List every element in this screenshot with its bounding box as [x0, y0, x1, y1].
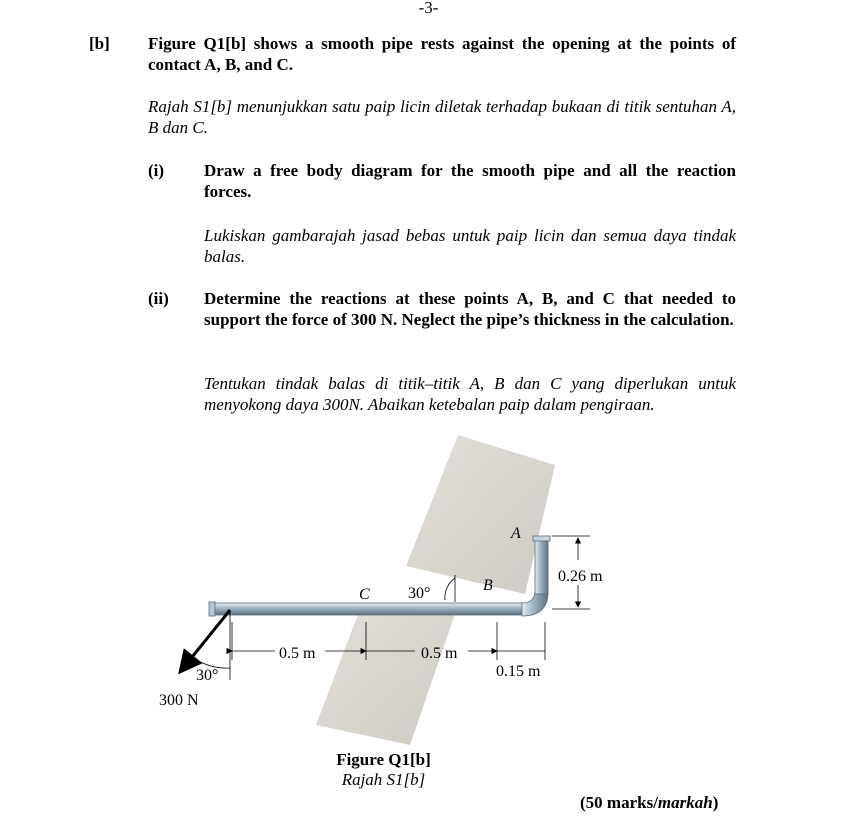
force-arrow: [180, 610, 230, 672]
vertical-pipe: [535, 538, 548, 594]
dim-mid-label: 0.5 m: [421, 645, 458, 662]
section-label: [b]: [89, 34, 110, 53]
figure-caption-malay: Rajah S1[b]: [341, 770, 426, 789]
part-ii-label: (ii): [148, 289, 169, 308]
dim-height-label: 0.26 m: [558, 568, 603, 585]
part-ii-malay: Tentukan tindak balas di titik–titik A, B dan C yang diperlukan untuk menyokong daya 300N. Abaikan ketebalan paip dalam pengiraan.: [204, 374, 736, 414]
pipe-elbow: [522, 592, 548, 616]
part-i-malay: Lukiskan gambarajah jasad bebas untuk paip licin dan semua daya tindak balas.: [204, 226, 736, 266]
part-i-label: (i): [148, 161, 165, 180]
part-ii-english: Determine the reactions at these points A, B, and C that needed to support the force of 300 N. Neglect the pipe’s thickness in the calculation.: [204, 289, 736, 329]
angle-top-label: 30°: [408, 585, 431, 602]
marks-close: ): [712, 793, 719, 812]
page-number: -3-: [418, 0, 439, 17]
pipe-top-cap: [533, 536, 550, 541]
marks: [580, 793, 718, 813]
marks-label: (50 marks/: [580, 793, 658, 812]
marks-label-malay: markah: [657, 793, 713, 812]
part-i-english: Draw a free body diagram for the smooth pipe and all the reaction forces.: [204, 161, 736, 201]
question-intro-malay: Rajah S1[b] menunjukkan satu paip licin diletak terhadap bukaan di titik sentuhan A, B dan C.: [148, 97, 736, 137]
label-c: C: [359, 586, 370, 603]
lower-wall: [316, 614, 455, 745]
pipe-left-cap: [209, 602, 215, 616]
force-label: 300 N: [159, 692, 199, 709]
question-intro-english: Figure Q1[b] shows a smooth pipe rests against the opening at the points of contact A, B, and C.: [148, 34, 736, 74]
label-b: B: [483, 577, 493, 594]
label-a: A: [511, 525, 521, 542]
upper-wall: [406, 435, 555, 594]
dim-left-label: 0.5 m: [279, 645, 316, 662]
top-angle-arc: [445, 578, 455, 600]
horizontal-pipe: [212, 603, 532, 615]
angle-force-label: 30°: [196, 667, 219, 684]
dim-right-label: 0.15 m: [496, 663, 541, 680]
figure-caption-english: Figure Q1[b]: [336, 750, 431, 769]
